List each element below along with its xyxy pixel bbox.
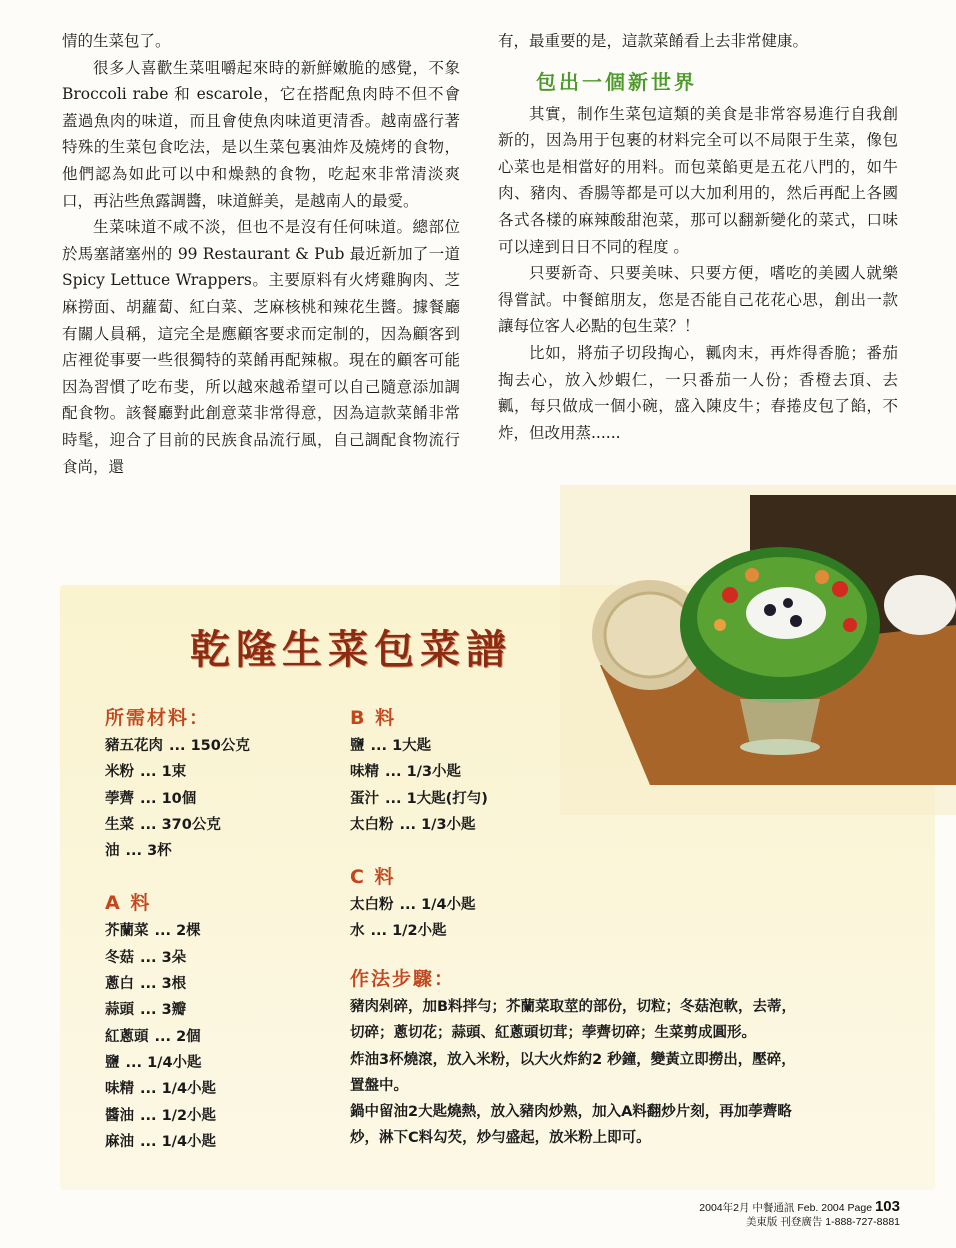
ingredient-item: 蛋汁 ... 1大匙(打勻) [350, 790, 488, 807]
ingredient-item: 蒜頭 ... 3瓣 [105, 1002, 187, 1019]
method-step: 炸油3杯燒滾，放入米粉，以大火炸約2 秒鐘，變黃立即撈出，壓碎，置盤中。 [350, 1051, 796, 1094]
ingredient-item: 水 ... 1/2小匙 [350, 923, 447, 940]
footer-ad-line: 美東版 刊登廣告 1-888-727-8881 [745, 1216, 900, 1228]
ingredient-item: 生菜 ... 370公克 [105, 816, 221, 833]
article-left-column [62, 28, 460, 480]
method-step: 豬肉剁碎，加B料拌勻；芥蘭菜取莖的部份，切粒；冬菇泡軟，去蒂，切碎；蔥切花；蒜頭、紅蔥頭切茸；荸薺切碎；生菜剪成圓形。 [350, 999, 797, 1042]
ingredient-item: 麻油 ... 1/4小匙 [105, 1133, 217, 1150]
recipe-title: 乾隆生菜包菜譜 [190, 626, 512, 673]
ingredient-item: 味精 ... 1/4小匙 [105, 1081, 217, 1098]
method-heading: 作法步驟： [350, 968, 456, 990]
c-ingredients-heading: C 料 [350, 866, 396, 889]
ingredient-item: 芥蘭菜 ... 2棵 [105, 923, 201, 940]
footer-issue: 2004年2月 中餐通訊 Feb. 2004 Page [699, 1202, 873, 1214]
ingredients-heading: 所需材料： [105, 707, 211, 729]
ingredient-item: 荸薺 ... 10個 [105, 790, 197, 807]
paragraph: 情的生菜包了。 [62, 32, 171, 50]
ingredient-item: 醬油 ... 1/2小匙 [105, 1107, 217, 1124]
b-ingredients-heading: B 料 [350, 707, 397, 729]
ingredient-item: 紅蔥頭 ... 2個 [105, 1028, 201, 1045]
paragraph: 只要新奇、只要美味、只要方便，嗜吃的美國人就樂得嘗試。中餐館朋友，您是否能自己花花心思，創出一款讓每位客人必點的包生菜？！ [498, 264, 898, 336]
ingredients-column [105, 703, 250, 1155]
article-right-column [498, 28, 898, 446]
section-subheading: 包出一個新世界 [536, 69, 697, 94]
ingredient-item: 鹽 ... 1大匙 [350, 738, 432, 754]
ingredient-item: 太白粉 ... 1/3小匙 [350, 816, 476, 833]
ingredient-item: 味精 ... 1/3小匙 [350, 764, 462, 781]
ingredient-item: 蔥白 ... 3根 [105, 976, 187, 993]
ingredient-item: 米粉 ... 1束 [105, 764, 187, 781]
ingredient-item: 豬五花肉 ... 150公克 [105, 738, 250, 754]
ingredient-item: 太白粉 ... 1/4小匙 [350, 897, 476, 914]
method-step: 鍋中留油2大匙燒熱，放入豬肉炒熟，加入A料翻炒片刻，再加荸薺略炒，淋下C料勾芡，炒勻盛起，放米粉上即可。 [350, 1104, 792, 1147]
ingredient-item: 鹽 ... 1/4小匙 [105, 1054, 202, 1071]
paragraph: 比如，將茄子切段掏心，瓤肉末，再炸得香脆；番茄掏去心，放入炒蝦仁，一只番茄一人份；香橙去頂、去瓤，每只做成一個小碗，盛入陳皮牛；春捲皮包了餡，不炸，但改用蒸...... [498, 343, 898, 442]
paragraph: 其實，制作生菜包這類的美食是非常容易進行自我創新的，因為用于包裹的材料完全可以不局限于生菜，像包心菜也是相當好的用料。而包菜餡更是五花八門的，如牛肉、豬肉、香腸等都是可以大加利用的，然后再配上各國各式各樣的麻辣酸甜泡菜，那可以翻新變化的菜式，口味可以達到日日不同的程度 。 [498, 104, 898, 256]
salad-bowl-photo [560, 485, 956, 815]
ingredient-item: 油 ... 3杯 [105, 843, 172, 860]
ingredient-item: 冬菇 ... 3朵 [105, 949, 187, 966]
b-c-ingredients-column [350, 703, 488, 945]
page-number: 103 [874, 1198, 900, 1215]
paragraph: 很多人喜歡生菜咀嚼起來時的新鮮嫩脆的感覺，不象 Broccoli rabe 和 escarole，它在搭配魚肉時不但不會蓋過魚肉的味道，而且會使魚肉味道更清香。越南盛行著特殊的生菜包食吃法，是以生菜包裏油炸及燒烤的食物，他們認為如此可以中和燥熱的食物，吃起來非常清淡爽口，再沾些魚露調醬，味道鮮美，是越南人的最愛。 [62, 58, 460, 210]
paragraph: 有，最重要的是，這款菜餚看上去非常健康。 [498, 32, 809, 50]
page-footer [699, 1200, 900, 1229]
a-ingredients-heading: A 料 [105, 892, 152, 915]
paragraph: 生菜味道不咸不淡，但也不是沒有任何味道。總部位於馬塞諸塞州的 99 Restaurant & Pub 最近新加了一道 Spicy Lettuce Wrappers。主要原料有火烤雞胸肉、芝麻撈面、胡蘿蔔、紅白菜、芝麻核桃和辣花生醬。據餐廳有關人員稱，這完全是應顧客要求而定制的，因為顧客到店裡從事要一些很獨特的菜餚再配辣椒。現在的顧客可能因為習慣了吃布斐，所以越來越希望可以自己隨意添加調配食物。該餐廳對此創意菜非常得意，因為這款菜餚非常時髦，迎合了目前的民族食品流行風，自己調配食物流行食尚，還 [62, 218, 460, 476]
method-steps [350, 964, 810, 1152]
